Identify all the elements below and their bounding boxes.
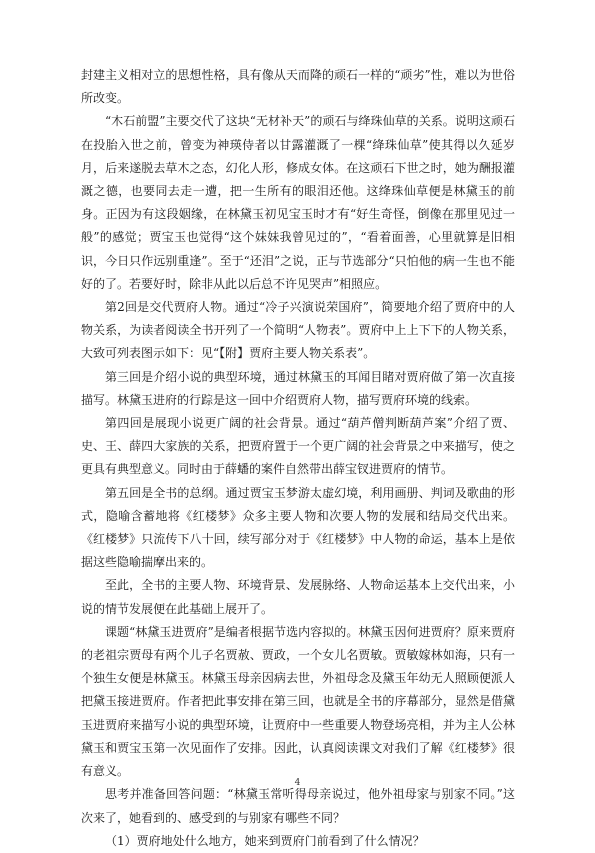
question-1: （1）贾府地处什么地方，她来到贾府门前看到了什么情况？ xyxy=(105,833,425,848)
paragraph-chapter-4: 第四回是展现小说更广阔的社会背景。通过“葫芦僧判断葫芦案”介绍了贾、史、王、薛四大家族的关系，把贾府置于一个更广阔的社会背景之中来描写，使之更具有典型意义。同时由于薛蟠的案件自然带出薛宝钗进贾府的情节。 xyxy=(81,416,515,477)
paragraph-think-question: 思考并准备回答问题：“林黛玉常听得母亲说过，他外祖母家与别家不同。”这次来了，她看到的、感受到的与别家有哪些不同？ xyxy=(81,787,515,825)
paragraph-chapter-5: 第五回是全书的总纲。通过贾宝玉梦游太虚幻境，利用画册、判词及歌曲的形式，隐喻含蓄地将《红楼梦》众多主要人物和次要人物的发展和结局交代出来。《红楼梦》只流传下八十回，续写部分对于《红楼梦》中人物的命运，基本上是依据这些隐喻揣摩出来的。 xyxy=(81,485,515,570)
paragraph-chapter-3: 第三回是介绍小说的典型环境，通过林黛玉的耳闻目睹对贾府做了第一次直接描写。林黛玉进府的行踪是这一回中介绍贾府人物，描写贾府环境的线索。 xyxy=(81,369,515,407)
paragraph-continuation: 封建主义相对立的思想性格，具有像从天而降的顽石一样的“顽劣”性，难以为世俗所改变。 xyxy=(81,68,515,106)
paragraph-chapter-2: 第2回是交代贾府人物。通过“冷子兴演说荣国府”，简要地介绍了贾府中的人物关系，为读者阅读全书开列了一个简明“人物表”。贾府中上上下下的人物关系，大致可列表图示如下：见“【附】贾府主要人物关系表”。 xyxy=(81,300,515,361)
paragraph-lesson-title: 课题“林黛玉进贾府”是编者根据节选内容拟的。林黛玉因何进贾府？原来贾府的老祖宗贾母有两个儿子名贾赦、贾政，一个女儿名贾敏。贾敏嫁林如海，只有一个独生女便是林黛玉。林黛玉母亲因病去世，外祖母念及黛玉年幼无人照顾便派人把黛玉接进贾府。作者把此事安排在第三回，也就是全书的序幕部分，显然是借黛玉进贾府来描写小说的典型环境，让贾府中一些重要人物登场亮相，并为主人公林黛玉和贾宝玉第一次见面作了安排。因此，认真阅读课文对我们了解《红楼梦》很有意义。 xyxy=(81,624,515,779)
paragraph-summary: 至此，全书的主要人物、环境背景、发展脉络、人物命运基本上交代出来，小说的情节发展便在此基础上展开了。 xyxy=(81,578,515,616)
page-number: 4 xyxy=(294,778,301,788)
paragraph-mushi-qianmeng: “木石前盟”主要交代了这块“无材补天”的顽石与绛珠仙草的关系。说明这顽石在投胎入世之前，曾变为神瑛侍者以甘露灌溉了一棵“绛珠仙草”使其得以久延岁月，后来遂脱去草木之态，幻化人形，修成女体。在这顽石下世之时，她为酬报灌溉之德，也要同去走一遭，把一生所有的眼泪还他。这绛珠仙草便是林黛玉的前身。正因为有这段姻缘，在林黛玉初见宝玉时才有“好生奇怪，倒像在那里见过一般”的感觉；贾宝玉也觉得“这个妹妹我曾见过的”，“看着面善，心里就算是旧相识，今日只作远别重逢”。至于“还泪”之说，正与节选部分“只怕他的病一生也不能好的了。若要好时，除非从此以后总不许见哭声”相照应。 xyxy=(81,114,515,291)
body-text xyxy=(81,64,515,853)
